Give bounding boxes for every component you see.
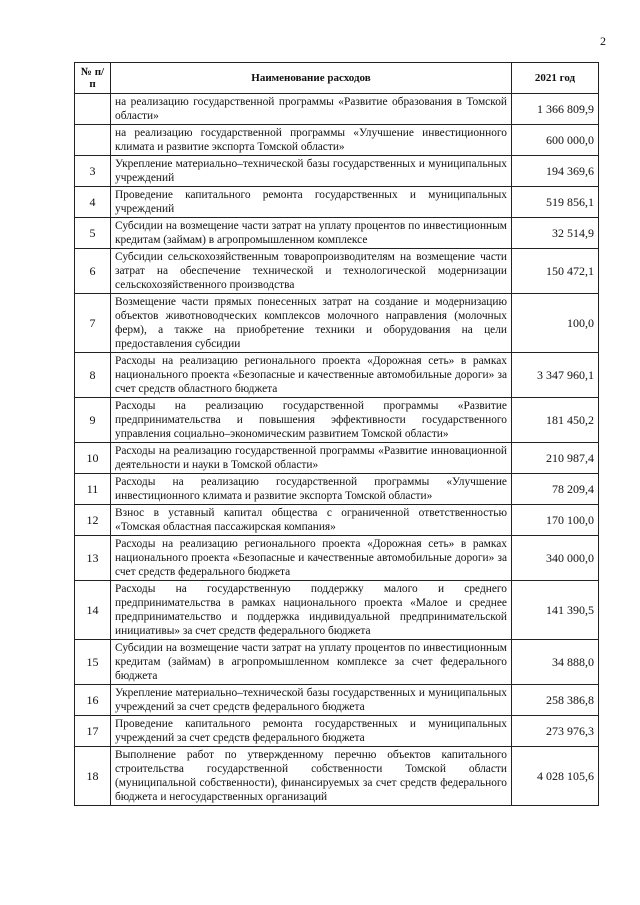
table-row <box>75 640 599 685</box>
row-number: 7 <box>75 294 111 353</box>
row-description: Возмещение части прямых понесенных затрат на создание и модернизацию объектов животноводческих комплексов молочного направления (молочных ферм), а также на приобретение техники и оборудования на цели предоставления субсидии <box>111 294 512 353</box>
table-row <box>75 125 599 156</box>
table-row <box>75 249 599 294</box>
row-amount: 32 514,9 <box>512 218 599 249</box>
table-row <box>75 187 599 218</box>
row-description: Расходы на реализацию государственной программы «Улучшение инвестиционного климата и развитие экспорта Томской области» <box>111 474 512 505</box>
row-number: 9 <box>75 398 111 443</box>
table-header-row <box>75 63 599 94</box>
table-row <box>75 94 599 125</box>
row-number <box>75 94 111 125</box>
page-number: 2 <box>600 34 606 48</box>
table-row <box>75 218 599 249</box>
row-number: 3 <box>75 156 111 187</box>
row-amount: 34 888,0 <box>512 640 599 685</box>
row-number: 12 <box>75 505 111 536</box>
table-row <box>75 536 599 581</box>
row-description: Расходы на реализацию государственной программы «Развитие предпринимательства и повышения эффективности государственного управления социально–экономическим развитием Томской области» <box>111 398 512 443</box>
row-number: 18 <box>75 747 111 806</box>
row-amount: 170 100,0 <box>512 505 599 536</box>
table-row <box>75 156 599 187</box>
row-number: 11 <box>75 474 111 505</box>
table-row <box>75 581 599 640</box>
row-amount: 340 000,0 <box>512 536 599 581</box>
row-number: 10 <box>75 443 111 474</box>
row-amount: 141 390,5 <box>512 581 599 640</box>
row-description: Субсидии на возмещение части затрат на уплату процентов по инвестиционным кредитам (займам) в агропромышленном комплексе за счет федерального бюджета <box>111 640 512 685</box>
row-amount: 273 976,3 <box>512 716 599 747</box>
table-row <box>75 294 599 353</box>
row-description: Расходы на реализацию государственной программы «Развитие инновационной деятельности и науки в Томской области» <box>111 443 512 474</box>
row-description: Расходы на государственную поддержку малого и среднего предпринимательства в рамках национального проекта «Малое и среднее предпринимательство и поддержка индивидуальной предпринимательской инициативы» за счет средств федерального бюджета <box>111 581 512 640</box>
row-description: Расходы на реализацию регионального проекта «Дорожная сеть» в рамках национального проекта «Безопасные и качественные автомобильные дороги» за счет средств федерального бюджета <box>111 536 512 581</box>
row-number: 8 <box>75 353 111 398</box>
row-description: на реализацию государственной программы «Улучшение инвестиционного климата и развитие экспорта Томской области» <box>111 125 512 156</box>
row-amount: 1 366 809,9 <box>512 94 599 125</box>
table-row <box>75 747 599 806</box>
table-row <box>75 398 599 443</box>
row-number: 5 <box>75 218 111 249</box>
table-body <box>75 94 599 806</box>
table-row <box>75 443 599 474</box>
row-amount: 3 347 960,1 <box>512 353 599 398</box>
expenses-table <box>74 62 599 806</box>
row-number: 16 <box>75 685 111 716</box>
row-amount: 210 987,4 <box>512 443 599 474</box>
row-description: Укрепление материально–технической базы государственных и муниципальных учреждений за счет средств федерального бюджета <box>111 685 512 716</box>
row-amount: 258 386,8 <box>512 685 599 716</box>
row-amount: 181 450,2 <box>512 398 599 443</box>
row-number: 4 <box>75 187 111 218</box>
row-number <box>75 125 111 156</box>
row-number: 6 <box>75 249 111 294</box>
row-description: Субсидии на возмещение части затрат на уплату процентов по инвестиционным кредитам (займам) в агропромышленном комплексе <box>111 218 512 249</box>
row-description: Взнос в уставный капитал общества с ограниченной ответственностью «Томская областная пассажирская компания» <box>111 505 512 536</box>
column-header-description: Наименование расходов <box>111 63 512 94</box>
row-amount: 519 856,1 <box>512 187 599 218</box>
row-description: Субсидии сельскохозяйственным товаропроизводителям на возмещение части затрат на обеспечение технической и технологической модернизации сельскохозяйственного производства <box>111 249 512 294</box>
table-row <box>75 505 599 536</box>
row-description: Расходы на реализацию регионального проекта «Дорожная сеть» в рамках национального проекта «Безопасные и качественные автомобильные дороги» за счет средств областного бюджета <box>111 353 512 398</box>
row-amount: 150 472,1 <box>512 249 599 294</box>
row-description: Укрепление материально–технической базы государственных и муниципальных учреждений <box>111 156 512 187</box>
row-amount: 194 369,6 <box>512 156 599 187</box>
row-amount: 600 000,0 <box>512 125 599 156</box>
row-number: 15 <box>75 640 111 685</box>
row-number: 17 <box>75 716 111 747</box>
row-description: Проведение капитального ремонта государственных и муниципальных учреждений <box>111 187 512 218</box>
table-row <box>75 685 599 716</box>
table-row <box>75 716 599 747</box>
row-description: на реализацию государственной программы «Развитие образования в Томской области» <box>111 94 512 125</box>
row-number: 14 <box>75 581 111 640</box>
table-row <box>75 353 599 398</box>
row-description: Проведение капитального ремонта государственных и муниципальных учреждений за счет средств федерального бюджета <box>111 716 512 747</box>
column-header-number: № п/п <box>75 63 111 94</box>
table-row <box>75 474 599 505</box>
row-number: 13 <box>75 536 111 581</box>
row-amount: 100,0 <box>512 294 599 353</box>
row-description: Выполнение работ по утвержденному перечню объектов капитального строительства государственной собственности Томской области (муниципальной собственности), финансируемых за счет средств федерального бюджета и негосударственных организаций <box>111 747 512 806</box>
row-amount: 4 028 105,6 <box>512 747 599 806</box>
column-header-amount: 2021 год <box>512 63 599 94</box>
row-amount: 78 209,4 <box>512 474 599 505</box>
